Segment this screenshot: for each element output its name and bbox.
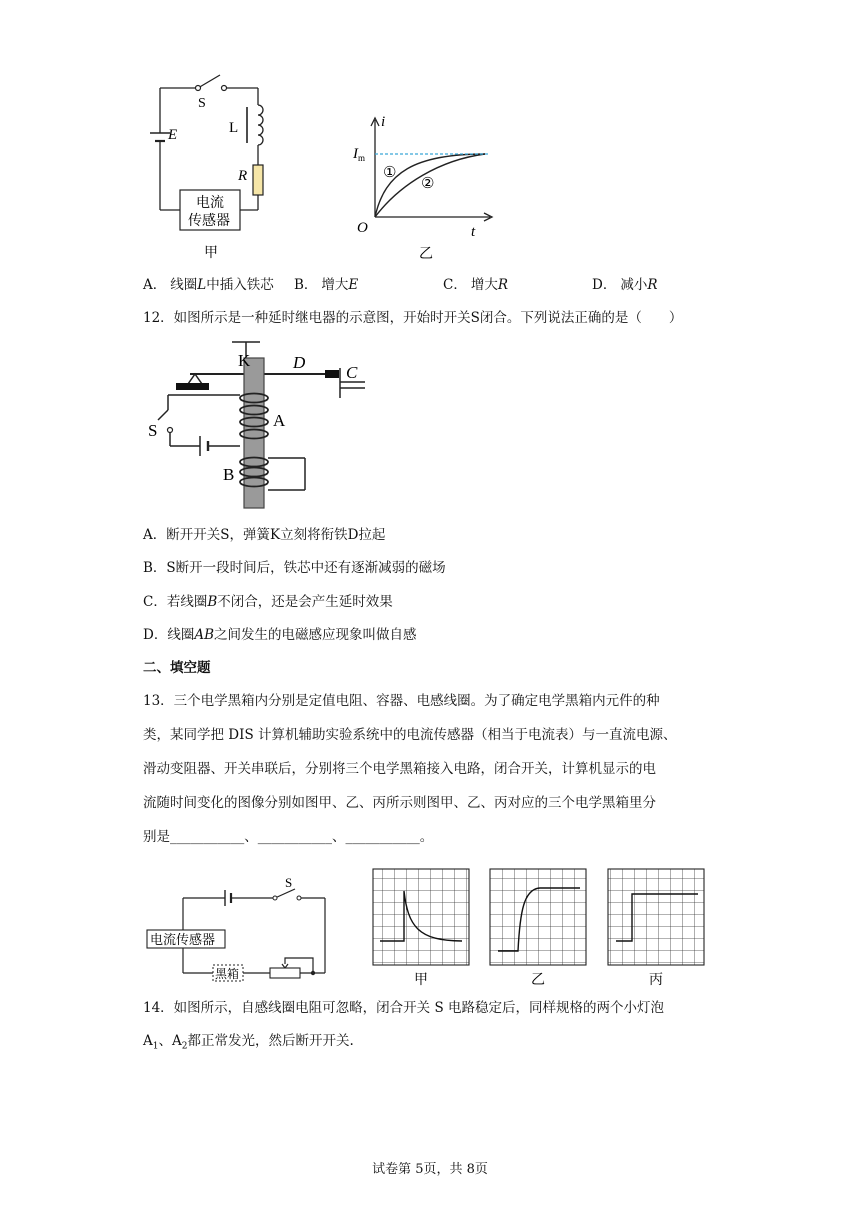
contact-label: C bbox=[346, 363, 358, 382]
figure-relay bbox=[140, 338, 380, 503]
sensor-label-line1: 电流 bbox=[196, 195, 224, 211]
q13-line-4: 流随时间变化的图像分别如图甲、乙、丙所示则图甲、乙、丙对应的三个电学黑箱里分 bbox=[143, 795, 656, 811]
page-footer: 试卷第 5页，共 8页 bbox=[372, 1162, 488, 1177]
q12-option-b: B．S断开一段时间后，铁芯中还有逐渐减弱的磁场 bbox=[143, 560, 446, 576]
figure-yi-caption: 乙 bbox=[419, 246, 433, 262]
armature-label: D bbox=[293, 353, 306, 372]
resistor-label: R bbox=[238, 168, 248, 184]
graph-bing bbox=[608, 869, 704, 988]
q11-option-d: D． 减小R bbox=[592, 277, 658, 293]
graph-bing-caption: 丙 bbox=[649, 972, 663, 988]
graph-yi bbox=[490, 869, 586, 988]
emf-label: E bbox=[168, 127, 178, 143]
q13-line-2: 类，某同学把 DIS 计算机辅助实验系统中的电流传感器（相当于电流表）与一直流电源、 bbox=[143, 727, 677, 743]
coil-label: L bbox=[229, 120, 239, 136]
switch-label: S bbox=[198, 96, 206, 111]
figure-jia-circuit bbox=[140, 35, 280, 265]
figure-yi-graph bbox=[345, 112, 495, 267]
coil-a-label: A bbox=[273, 411, 286, 430]
spring-label: K bbox=[238, 351, 251, 370]
origin-label: O bbox=[357, 220, 368, 236]
section-title: 二、填空题 bbox=[143, 660, 211, 676]
q12-option-a: A．断开开关S，弹簧K立刻将衔铁D拉起 bbox=[143, 527, 386, 543]
figure-q13-circuit bbox=[145, 875, 335, 988]
coil-b-label: B bbox=[223, 465, 235, 484]
figure-jia-caption: 甲 bbox=[204, 245, 218, 261]
q11-option-c: C． 增大R bbox=[443, 277, 509, 293]
q13-line-5: 别是___________、___________、___________。 bbox=[143, 829, 434, 845]
switch-s-label: S bbox=[148, 421, 158, 440]
q12-option-d: D．线圈AB之间发生的电磁感应现象叫做自感 bbox=[143, 627, 417, 643]
q13-blackbox-label: 黑箱 bbox=[215, 967, 240, 981]
y-axis-label: i bbox=[381, 114, 386, 130]
sensor-label-line2: 传感器 bbox=[188, 213, 230, 229]
q12-stem: 12．如图所示是一种延时继电器的示意图，开始时开关S闭合。下列说法正确的是（ ） bbox=[143, 310, 683, 326]
graph-jia bbox=[373, 869, 469, 988]
q11-option-a: A． 线圈L中插入铁芯 bbox=[143, 277, 274, 293]
curve-2-label: ② bbox=[421, 174, 435, 192]
graph-yi-caption: 乙 bbox=[531, 972, 545, 988]
x-axis-label: t bbox=[471, 224, 476, 240]
figure-q13-graphs bbox=[370, 866, 710, 991]
q13-sensor-label: 电流传感器 bbox=[150, 933, 216, 948]
q12-option-c: C．若线圈B不闭合，还是会产生延时效果 bbox=[143, 594, 393, 610]
q14-line-2: $A_1$、$A_2$都正常发光，然后断开开关. bbox=[143, 1033, 354, 1052]
q13-line-3: 滑动变阻器、开关串联后，分别将三个电学黑箱接入电路，闭合开关，计算机显示的电 bbox=[143, 761, 656, 777]
q14-line-1: 14．如图所示，自感线圈电阻可忽略，闭合开关 S 电路稳定后，同样规格的两个小灯泡 bbox=[143, 1000, 665, 1016]
q13-switch-label: S bbox=[285, 875, 293, 890]
q11-option-b: B． 增大E bbox=[294, 277, 359, 293]
graph-jia-caption: 甲 bbox=[414, 972, 428, 988]
im-label: $I_m$ bbox=[353, 146, 366, 163]
curve-1-label: ① bbox=[383, 163, 397, 181]
q13-line-1: 13．三个电学黑箱内分别是定值电阻、容器、电感线圈。为了确定电学黑箱内元件的种 bbox=[143, 693, 660, 709]
